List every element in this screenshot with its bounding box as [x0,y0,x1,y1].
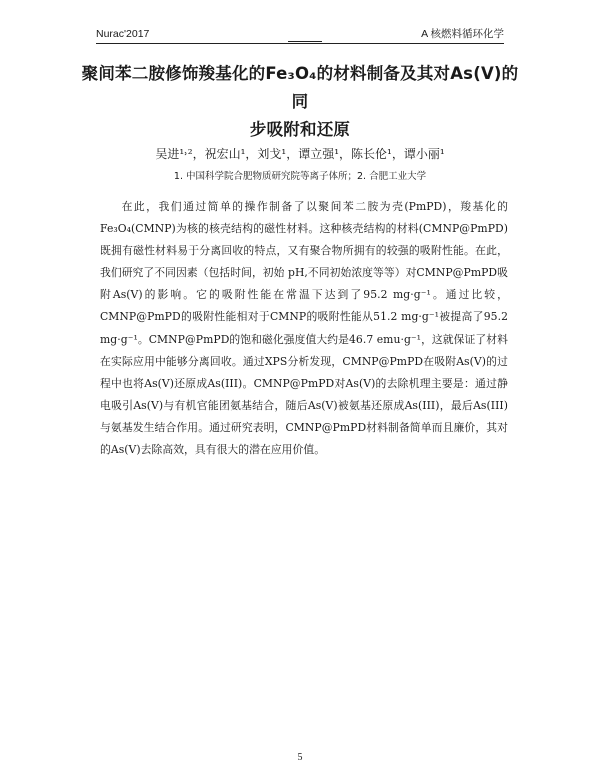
affiliation: 1. 中国科学院合肥物质研究院等离子体所；2. 合肥工业大学 [173,171,427,182]
paper-title [80,60,520,144]
paper-title-line-1: 聚间苯二胺修饰羧基化的Fe₃O₄的材料制备及其对As(V)的同 [81,64,519,111]
header-rule-mark [288,41,322,42]
paper-title-line-2: 步吸附和还原 [249,120,351,139]
conference-name: Nurac'2017 [96,28,150,40]
author-list: 吴进¹˒²，祝宏山¹，刘戈¹，谭立强¹，陈长伦¹，谭小丽¹ [155,147,445,161]
abstract-body: 在此，我们通过简单的操作制备了以聚间苯二胺为壳(PmPD)，羧基化的Fe₃O₄(CMNP)为核的核壳结构的磁性材料。这种核壳结构的材料(CMNP@PmPD)既拥有磁性材料易于分离回收的特点，又有聚合物所拥有的较强的吸附性能。在此，我们研究了不同因素（包括时间，初始 pH,不同初始浓度等等）对CMNP@PmPD吸附As(V)的影响。它的吸附性能在常温下达到了95.2 mg·g⁻¹。通过比较，CMNP@PmPD的吸附性能相对于CMNP的吸附性能从51.2 mg·g⁻¹被提高了95.2 mg·g⁻¹。CMNP@PmPD的饱和磁化强度值大约是46.7 emu·g⁻¹，这就保证了材料在实际应用中能够分离回收。通过XPS分析发现，CMNP@PmPD在吸附As(V)的过程中也将As(V)还原成As(III)。CMNP@PmPD对As(V)的去除机理主要是：通过静电吸引As(V)与有机官能团氨基结合，随后As(V)被氨基还原成As(III)，最后As(III)与氨基发生结合作用。通过研究表明，CMNP@PmPD材料制备简单而且廉价，其对的As(V)去除高效，具有很大的潜在应用价值。 [100,200,508,457]
page-number: 5 [297,752,303,763]
section-name: A 核燃料循环化学 [421,28,504,40]
